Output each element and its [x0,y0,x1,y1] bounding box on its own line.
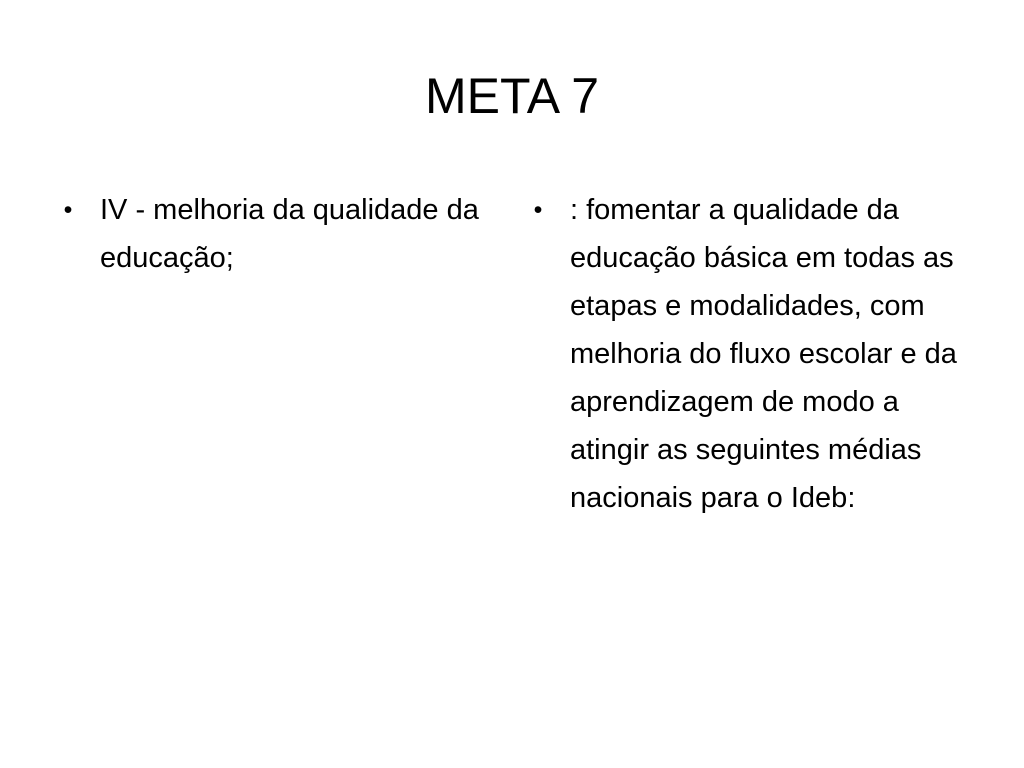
slide-title: META 7 [424,68,600,124]
right-bullet-text: : fomentar a qualidade da educação básica em todas as etapas e modalidades, com melhoria do fluxo escolar e da aprendizagem de modo a atingir as seguintes médias nacionais para o Ideb: [570,194,957,514]
bullet-icon: • [533,196,543,224]
left-bullet-text: IV - melhoria da qualidade da educação; [100,194,479,274]
bullet-icon: • [63,196,73,224]
left-bullet-item [58,186,503,282]
left-column-list [58,186,503,282]
right-column-list [528,186,968,522]
right-bullet-item [528,186,968,522]
